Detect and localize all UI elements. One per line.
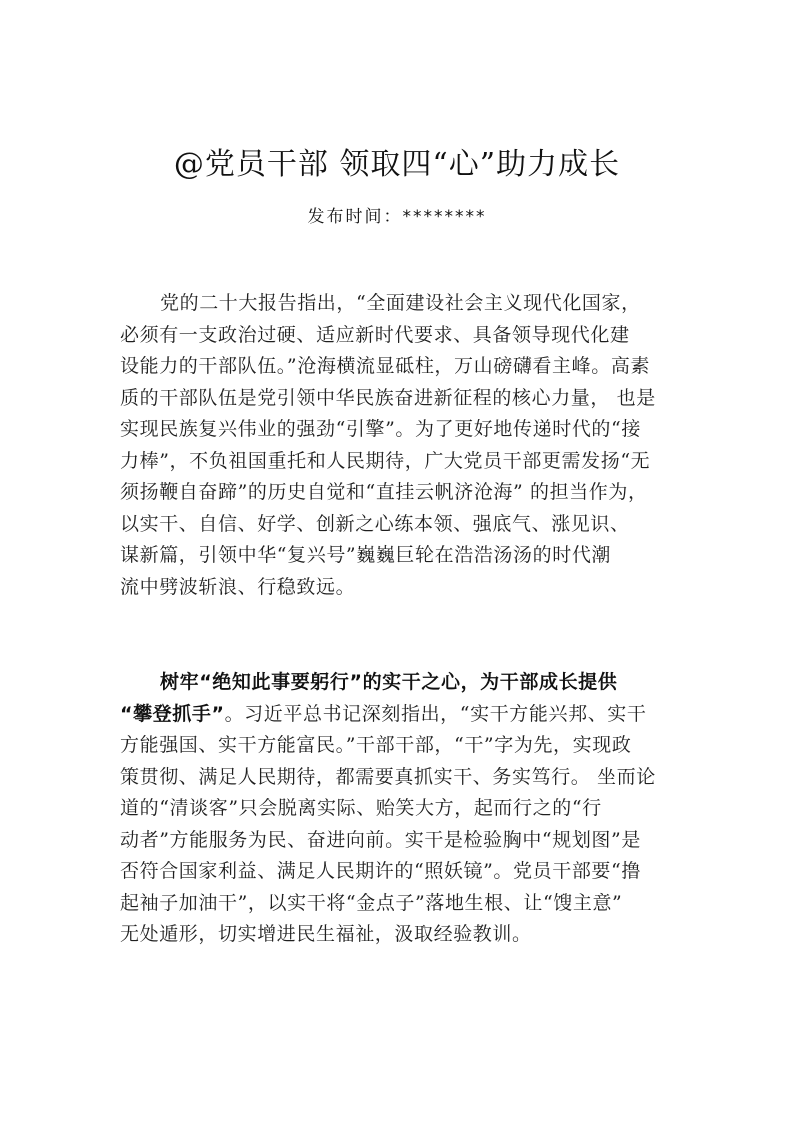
paragraph-line: 实现民族复兴伟业的强劲“引擎”。为了更好地传递时代的“接	[120, 418, 641, 440]
paragraph-line: 质的干部队伍是党引领中华民族奋进新征程的核心力量， 也是	[120, 386, 656, 409]
paragraph-line: 道的“清谈客”只会脱离实际、贻笑大方，起而行之的“行	[120, 797, 602, 819]
paragraph-line: 否符合国家利益、满足人民期许的“照妖镜”。党员干部要“撸	[120, 860, 641, 882]
paragraph-line: 以实干、自信、好学、创新之心练本领、强底气、涨见识、	[120, 512, 630, 535]
paragraph-line	[120, 699, 700, 731]
paragraph-line-rest: 。习近平总书记深刻指出，“实干方能兴邦、实干	[224, 702, 647, 725]
paragraph-line: 起袖子加油干”，以实干将“金点子”落地生根、让“馊主意”	[120, 891, 623, 914]
paragraph-line: 策贯彻、满足人民期待，都需要真抓实干、务实笃行。 坐而论	[120, 765, 656, 788]
article-title: @党员干部 领取四“心”助力成长	[173, 147, 621, 182]
paragraph-line: 必须有一支政治过硬、适应新时代要求、具备领导现代化建	[120, 323, 630, 346]
paragraph-line: 党的二十大报告指出，“全面建设社会主义现代化国家，	[160, 292, 641, 314]
section-heading: 树牢“绝知此事要躬行”的实干之心，为干部成长提供	[160, 671, 618, 693]
paragraph-line: 动者”方能服务为民、奋进向前。实干是检验胸中“规划图”是	[120, 828, 641, 851]
paragraph-line: 无处遁形，切实增进民生福祉，汲取经验教训。	[120, 923, 532, 945]
paragraph-line: 设能力的干部队伍。”沧海横流显砥柱，万山磅礴看主峰。高素	[120, 355, 651, 377]
paragraph-line: 方能强国、实干方能富民。”干部干部，“干”字为先，实现政	[120, 734, 632, 756]
paragraph-intro	[120, 288, 700, 603]
publish-time: 发布时间：********	[307, 207, 487, 227]
section-heading-tail: “攀登抓手”	[120, 702, 225, 725]
paragraph-line: 力棒”，不负祖国重托和人民期待，广大党员干部更需发扬“无	[120, 449, 651, 472]
paragraph-line: 谋新篇，引领中华“复兴号”巍巍巨轮在浩浩汤汤的时代潮	[120, 544, 612, 566]
paragraph-practical-heart	[120, 667, 700, 951]
paragraph-line: 须扬鞭自奋蹄”的历史自觉和“直挂云帆济沧海” 的担当作为，	[120, 481, 648, 503]
paragraph-line: 流中劈波斩浪、行稳致远。	[120, 575, 356, 598]
